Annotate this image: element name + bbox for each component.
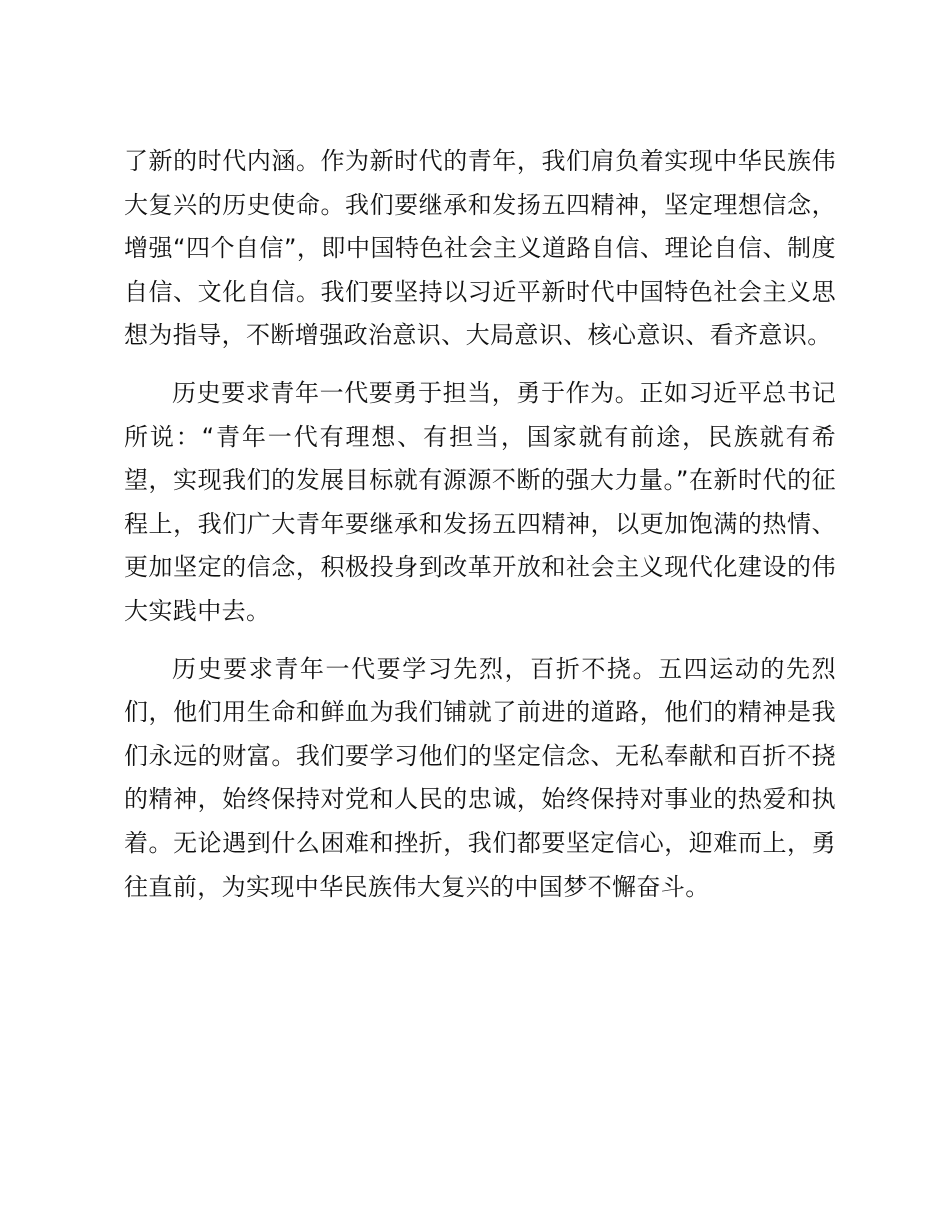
paragraph-learn-from-martyrs: 历史要求青年一代要学习先烈，百折不挠。五四运动的先烈们，他们用生命和鲜血为我们铺就了前进的道路，他们的精神是我们永远的财富。我们要学习他们的坚定信念、无私奉献和百折不挠的精神，始终保持对党和人民的忠诚，始终保持对事业的热爱和执着。无论遇到什么困难和挫折，我们都要坚定信心，迎难而上，勇往直前，为实现中华民族伟大复兴的中国梦不懈奋斗。	[124, 654, 836, 901]
paragraph-continuation: 了新的时代内涵。作为新时代的青年，我们肩负着实现中华民族伟大复兴的历史使命。我们要继承和发扬五四精神，坚定理想信念，增强“四个自信”，即中国特色社会主义道路自信、理论自信、制度自信、文化自信。我们要坚持以习近平新时代中国特色社会主义思想为指导，不断增强政治意识、大局意识、核心意识、看齐意识。	[124, 147, 836, 350]
paragraph-take-responsibility: 历史要求青年一代要勇于担当，勇于作为。正如习近平总书记所说：“青年一代有理想、有担当，国家就有前途，民族就有希望，实现我们的发展目标就有源源不断的强大力量。”在新时代的征程上，我们广大青年要继承和发扬五四精神，以更加饱满的热情、更加坚定的信念，积极投身到改革开放和社会主义现代化建设的伟大实践中去。	[124, 378, 836, 625]
body-text	[124, 140, 836, 923]
